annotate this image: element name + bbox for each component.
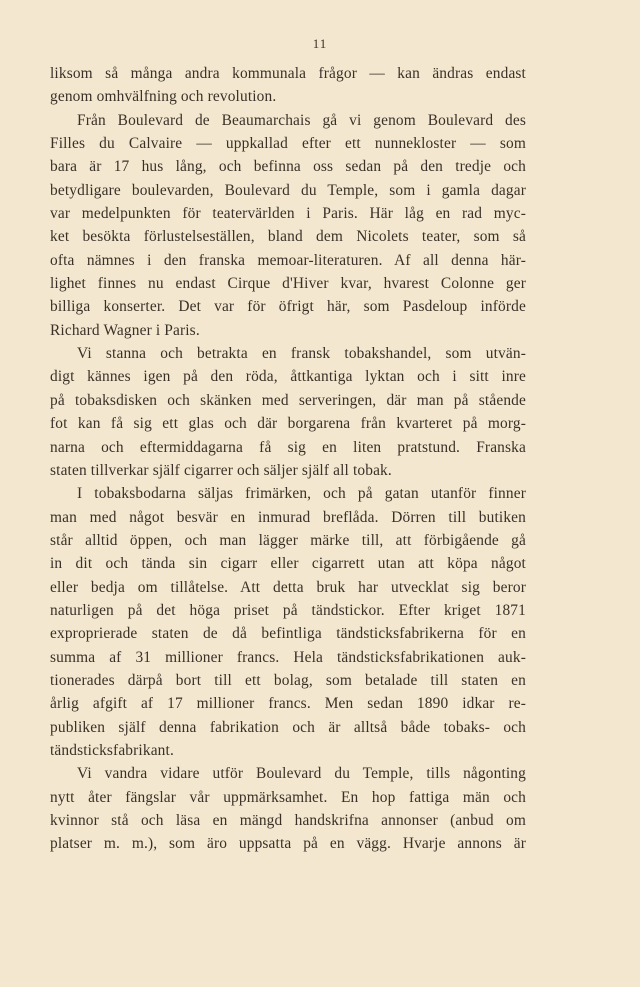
text-line: Richard Wagner i Paris.	[50, 321, 200, 339]
text-line: publiken själf denna fabrikation och är alltså både tobaks- och	[50, 718, 526, 736]
text-line: var medelpunkten för teatervärlden i Paris. Här låg en rad myc-	[50, 205, 526, 223]
text-line: billiga konserter. Det var för öfrigt här, som Pasdeloup införde	[50, 298, 526, 316]
text-line: liksom så många andra kommunala frågor — kan ändras endast	[50, 65, 526, 82]
text-line: bara är 17 hus lång, och befinna oss sedan på den tredje och	[50, 158, 526, 176]
text-line: summa af 31 millioner francs. Hela tändsticksfabrikationen auk-	[50, 648, 526, 666]
text-line: står alltid öppen, och man lägger märke till, att förbigående gå	[50, 531, 526, 549]
text-line: betydligare boulevarden, Boulevard du Temple, som i gamla dagar	[50, 181, 526, 199]
text-line: staten tillverkar själf cigarrer och säljer själf all tobak.	[50, 461, 392, 479]
text-line: lighet finnes nu endast Cirque d'Hiver kvar, hvarest Colonne ger	[50, 275, 526, 293]
text-line: in dit och tända sin cigarr eller cigarrett utan att köpa något	[50, 555, 526, 573]
text-line: ket besökta förlustelseställen, bland dem Nicolets teater, som så	[50, 228, 526, 246]
text-line: man med något besvär en inmurad breflåda. Dörren till butiken	[50, 508, 526, 526]
text-line: på tobaksdisken och skänken med serveringen, där man på stående	[50, 391, 526, 409]
text-line: exproprierade staten de då befintliga tändsticksfabrikerna för en	[50, 625, 526, 643]
text-line: I tobaksbodarna säljas frimärken, och på gatan utanför finner	[77, 485, 526, 503]
text-line: Filles du Calvaire — uppkallad efter ett nunnekloster — som	[50, 135, 526, 153]
text-line: nytt åter fängslar vår uppmärksamhet. En hop fattiga män och	[50, 788, 526, 806]
text-line: naturligen på det höga priset på tändstickor. Efter kriget 1871	[50, 601, 526, 619]
text-line: eller bedja om tillåtelse. Att detta bruk har utvecklat sig beror	[50, 578, 526, 596]
text-line: ofta nämnes i den franska memoar-literaturen. Af all denna här-	[50, 251, 526, 269]
text-line: platser m. m.), som äro uppsatta på en vägg. Hvarje annons är	[50, 835, 526, 853]
text-line: Vi stanna och betrakta en fransk tobakshandel, som utvän-	[77, 345, 526, 363]
text-line: årlig afgift af 17 millioner francs. Men sedan 1890 idkar re-	[50, 695, 526, 713]
text-line: fot kan få sig ett glas och där borgarena från kvarteret på morg-	[50, 415, 526, 433]
text-line: tändsticksfabrikant.	[50, 741, 174, 759]
text-line: narna och eftermiddagarna få sig en liten pratstund. Franska	[50, 438, 526, 456]
text-line: Från Boulevard de Beaumarchais gå vi genom Boulevard des	[77, 111, 526, 129]
body-text	[50, 62, 526, 856]
text-line: genom omhvälfning och revolution.	[50, 88, 277, 106]
text-line: digt kännes igen på den röda, åttkantiga lyktan och i sitt inre	[50, 368, 526, 386]
text-line: kvinnor stå och läsa en mängd handskrifna annonser (anbud om	[50, 812, 526, 829]
page-number: 11	[312, 36, 328, 51]
text-line: Vi vandra vidare utför Boulevard du Temple, tills någonting	[77, 765, 526, 783]
text-line: tionerades därpå bort till ett bolag, som betalade till staten en	[50, 671, 526, 689]
